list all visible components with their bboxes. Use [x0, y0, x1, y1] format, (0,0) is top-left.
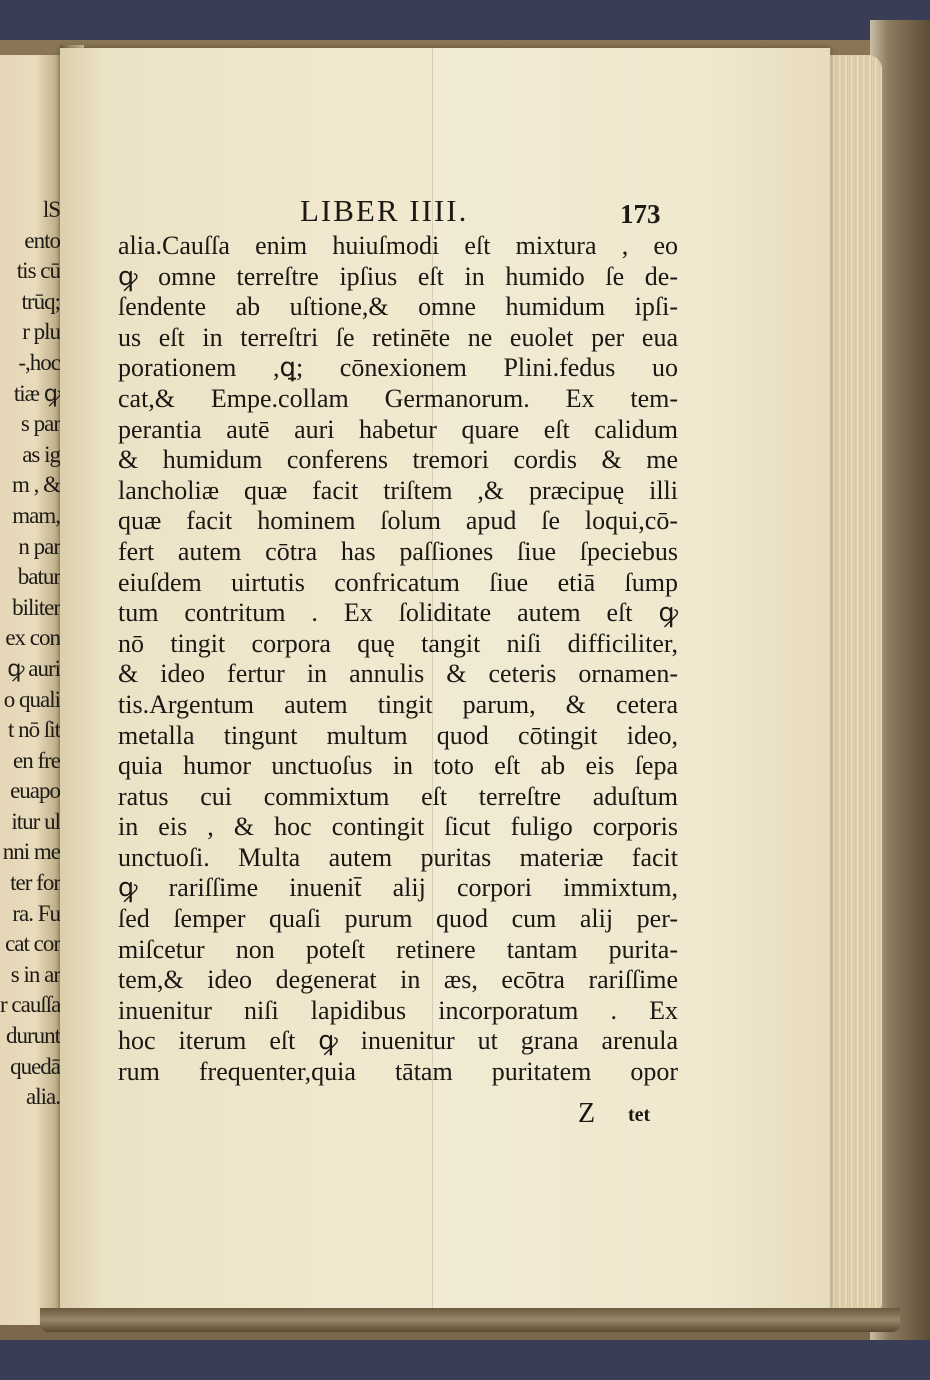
left-page-fragment: as ig: [22, 441, 60, 467]
left-page-fragment: euapo: [10, 778, 60, 804]
left-page-fragment: s in ar: [10, 961, 60, 987]
left-page-fragment: r plu: [22, 319, 60, 345]
left-page-fragment: ento: [24, 227, 60, 253]
text-line: inuenitur niſi lapidibus incorporatum . Ex: [118, 995, 678, 1025]
left-page-fragment: tis cū: [16, 258, 60, 284]
page-header: [60, 193, 830, 233]
text-line: quæ facit hominem ſolum apud ſe loqui,cō-: [118, 506, 678, 536]
left-page-fragment: nni me: [2, 839, 60, 865]
left-page-fragment: ꝙ auri: [7, 655, 60, 681]
text-line: metalla tingunt multum quod cōtingit ideo,: [118, 720, 678, 750]
text-line: hoc iterum eſt ꝙ inuenitur ut grana arenula: [118, 1026, 678, 1056]
left-page-fragment: s par: [20, 411, 60, 437]
left-page-fragment: n par: [18, 533, 60, 559]
text-line: tum contritum . Ex ſoliditate autem eſt ꝙ: [118, 598, 678, 628]
text-line: tem,& ideo degenerat in æs, ecōtra rariſſime: [118, 965, 678, 995]
catchword: tet: [628, 1104, 651, 1126]
running-head: LIBER IIII.: [300, 193, 469, 228]
left-page-fragment: r cauſſa: [0, 992, 60, 1018]
text-line: rum frequenter,quia tātam puritatem opor: [118, 1057, 678, 1087]
left-page-fragment: ra. Fu: [12, 900, 60, 926]
left-page-fragment: alia.: [26, 1084, 60, 1110]
right-page: [60, 48, 830, 1313]
text-line: us eſt in terreſtri ſe retinēte ne euolet per eua: [118, 322, 678, 352]
text-line: ꝙ omne terreſtre ipſius eſt in humido ſe de-: [118, 261, 678, 291]
left-page-fragment: mam,: [12, 502, 60, 528]
text-line: & humidum conferens tremori cordis & me: [118, 445, 678, 475]
text-line: tis.Argentum autem tingit parum, & cetera: [118, 689, 678, 719]
left-page-fragment: cat cor: [5, 931, 60, 957]
left-page-fragment: m , &: [11, 472, 60, 498]
text-line: ſendente ab uſtione,& omne humidum ipſi-: [118, 292, 678, 322]
text-line: porationem ,ꝗ; cōnexionem Plini.fedus uo: [118, 353, 678, 383]
text-line: in eis , & hoc contingit ſicut fuligo corporis: [118, 812, 678, 842]
left-page: [0, 55, 64, 1325]
text-line: miſcetur non poteſt retinere tantam purita-: [118, 934, 678, 964]
left-page-text-fragments: [0, 195, 60, 1113]
left-page-fragment: itur ul: [11, 808, 60, 834]
left-page-fragment: ex con: [5, 625, 60, 651]
left-page-fragment: quedā: [10, 1053, 60, 1079]
page-footer: [60, 1098, 830, 1130]
text-line: eiuſdem uirtutis confricatum ſiue etiā ſump: [118, 567, 678, 597]
text-line: ꝙ rariſſime inuenit̄ alij corpori immixtum,: [118, 873, 678, 903]
left-page-fragment: en fre: [13, 747, 60, 773]
left-page-fragment: durunt: [5, 1023, 60, 1049]
left-page-fragment: o quali: [3, 686, 60, 712]
text-line: perantia autē auri habetur quare eſt calidum: [118, 414, 678, 444]
text-line: unctuoſi. Multa autem puritas materiæ facit: [118, 842, 678, 872]
book-bottom-edge: [40, 1308, 900, 1332]
left-page-fragment: -,hoc: [18, 349, 60, 375]
left-page-fragment: ter for: [10, 870, 60, 896]
left-page-fragment: lS: [42, 197, 60, 222]
main-text-block: [118, 231, 678, 1088]
signature-mark: Z: [578, 1098, 596, 1129]
left-page-fragment: tiæ ꝙ: [13, 380, 60, 406]
text-line: lancholiæ quæ facit triſtem ,& præcipuę illi: [118, 475, 678, 505]
folio-number: 173: [620, 199, 661, 229]
left-page-fragment: batur: [17, 564, 60, 590]
text-line: alia.Cauſſa enim huiuſmodi eſt mixtura , eo: [118, 231, 678, 260]
text-line: & ideo fertur in annulis & ceteris ornamen-: [118, 659, 678, 689]
text-line: cat,& Empe.collam Germanorum. Ex tem-: [118, 383, 678, 413]
text-line: fert autem cōtra has paſſiones ſiue ſpeciebus: [118, 536, 678, 566]
left-page-fragment: biliter: [12, 594, 60, 620]
text-line: ratus cui commixtum eſt terreſtre aduſtum: [118, 781, 678, 811]
left-page-fragment: trūq;: [21, 288, 60, 314]
text-line: quia humor unctuoſus in toto eſt ab eis ſepa: [118, 751, 678, 781]
left-page-fragment: t nō ſit: [7, 717, 60, 743]
text-line: nō tingit corpora quę tangit niſi difficiliter,: [118, 628, 678, 658]
text-line: ſed ſemper quaſi purum quod cum alij per-: [118, 904, 678, 934]
